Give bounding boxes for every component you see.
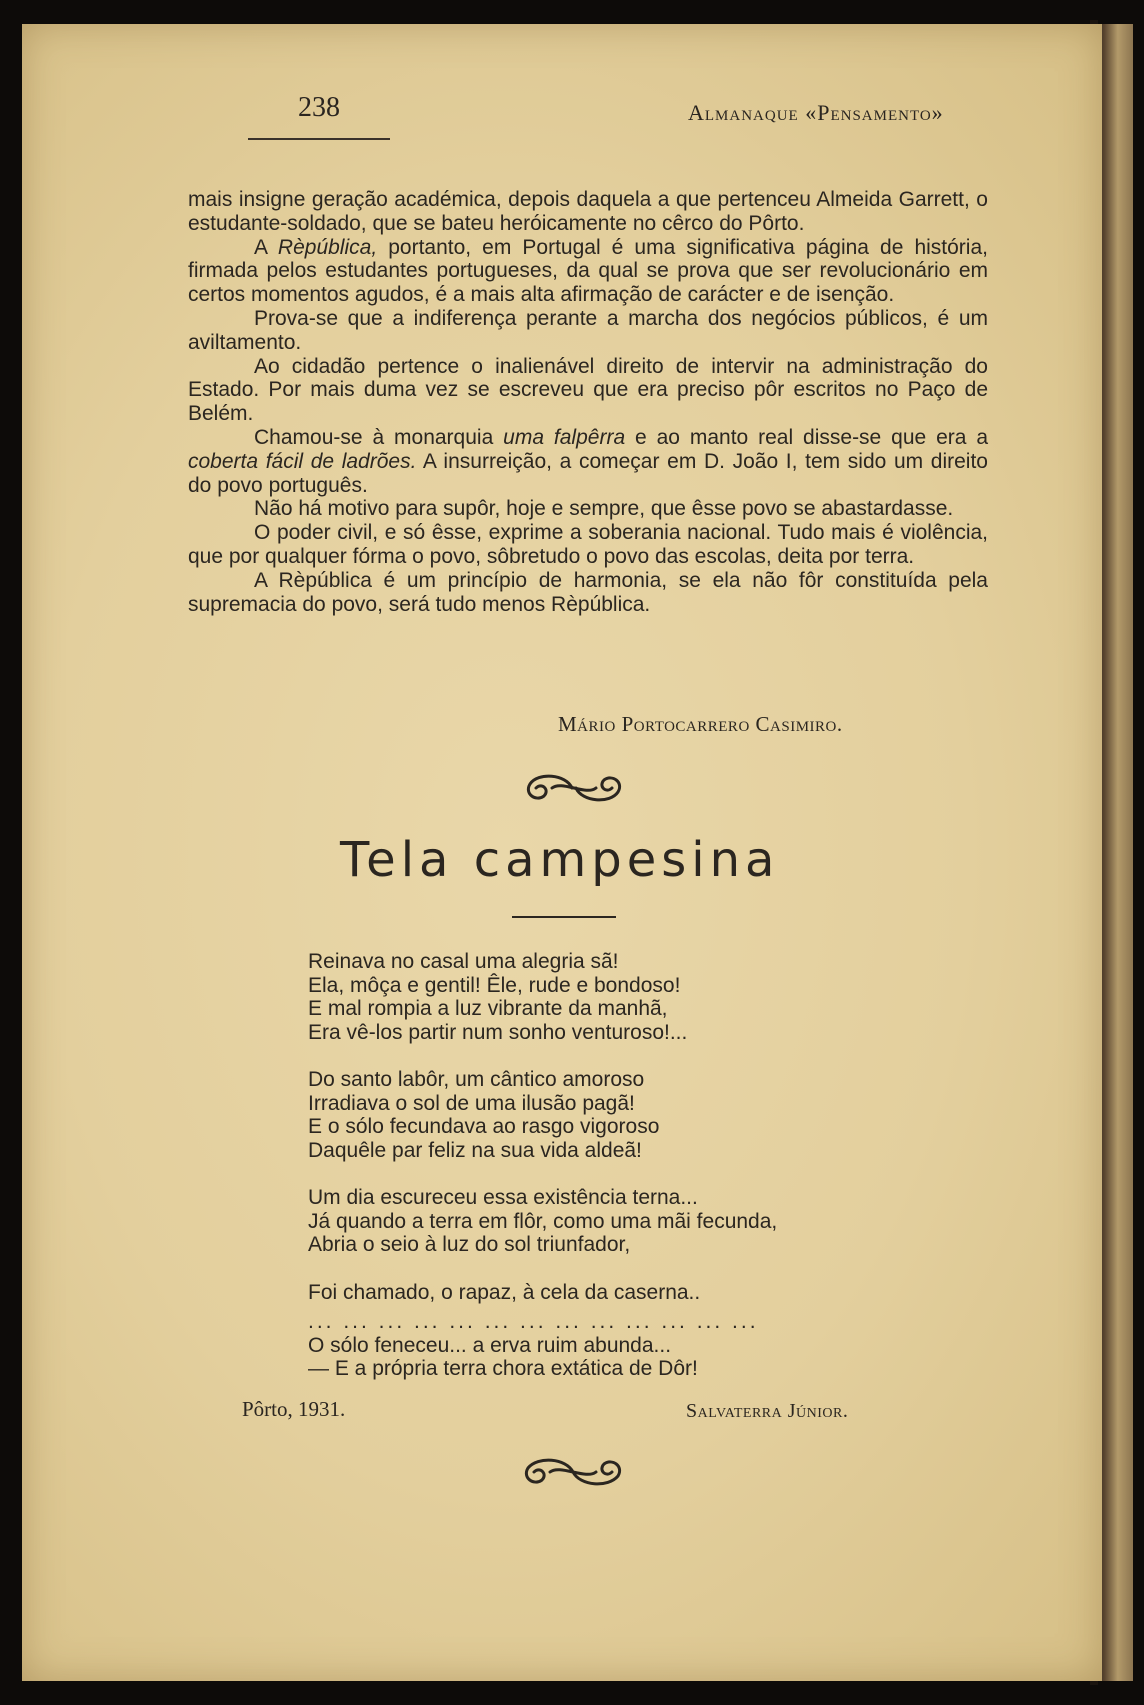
poem-line: Um dia escureceu essa existência terna... xyxy=(308,1186,698,1209)
essay-paragraph: Prova-se que a indiferença perante a marcha dos negócios públicos, é um aviltamento. xyxy=(188,306,988,354)
poem-line: Ela, môça e gentil! Êle, rude e bondoso! xyxy=(308,973,681,997)
scroll-ornament-icon xyxy=(522,770,626,811)
poem-ellipsis-line: ... ... ... ... ... ... ... ... ... ... ... ... ... xyxy=(308,1310,759,1333)
poem-line: E mal rompia a luz vibrante da manhã, xyxy=(308,997,668,1020)
page-number: 238 xyxy=(298,92,340,123)
scroll-ornament-icon xyxy=(518,1452,628,1495)
essay-paragraph: Não há motivo para supôr, hoje e sempre, que êsse povo se abastardasse. xyxy=(254,497,954,521)
poem-line: Abria o seio à luz do sol triunfador, xyxy=(308,1233,631,1256)
essay-text xyxy=(188,188,988,616)
poem-line: Já quando a terra em flôr, como uma mãi fecunda, xyxy=(308,1209,778,1233)
poem-stanza xyxy=(308,1281,868,1381)
essay-paragraph: mais insigne geração académica, depois daquela a que pertenceu Almeida Garrett, o estudante-soldado, que se bateu heróicamente no cêrco do Pôrto. xyxy=(188,188,988,235)
essay-paragraph: A Rèpública, portanto, em Portugal é uma significativa página de história, firmada pelos estudantes portugueses, da qual se prova que ser revolucionário em certos momentos agudos, é a mais alta afirmação de carácter e de isenção. xyxy=(188,235,988,307)
poem-line: Reinava no casal uma alegria sã! xyxy=(308,950,619,973)
poem-stanza xyxy=(308,950,868,1044)
poem-body xyxy=(308,950,868,1405)
poem-line: Do santo labôr, um cântico amoroso xyxy=(308,1068,645,1091)
essay-paragraph: Chamou-se à monarquia uma falpêrra e ao manto real disse-se que era a coberta fácil de ladrões. A insurreição, a começar em D. João I, tem sido um direito do povo português. xyxy=(188,425,989,497)
poem-line: Foi chamado, o rapaz, à cela da caserna.. xyxy=(308,1280,701,1304)
header-rule xyxy=(248,138,390,140)
poem-stanza xyxy=(308,1186,868,1257)
running-title: Almanaque «Pensamento» xyxy=(688,100,944,125)
poem-author: Salvaterra Júnior. xyxy=(686,1400,849,1422)
poem-line: E o sólo fecundava ao rasgo vigoroso xyxy=(308,1115,660,1138)
poem-line: — E a própria terra chora extática de Dôr! xyxy=(308,1357,698,1380)
poem-line: Daquêle par feliz na sua vida aldeã! xyxy=(308,1138,642,1162)
poem-title: Tela campesina xyxy=(340,832,780,888)
title-rule xyxy=(512,916,616,918)
essay-paragraph: Ao cidadão pertence o inalienável direito de intervir na administração do Estado. Por mais duma vez se escreveu que era preciso pôr escritos no Paço de Belém. xyxy=(188,354,988,426)
poem-stanza xyxy=(308,1068,868,1162)
place-date: Pôrto, 1931. xyxy=(242,1397,346,1421)
essay-signature: Mário Portocarrero Casimiro. xyxy=(558,712,843,736)
poem-line: O sólo feneceu... a erva ruim abunda... xyxy=(308,1333,672,1357)
poem-line: Era vê-los partir num sonho venturoso!... xyxy=(308,1020,688,1044)
essay-paragraph: A Rèpública é um princípio de harmonia, se ela não fôr constituída pela supremacia do povo, será tudo menos Rèpública. xyxy=(188,568,988,616)
essay-paragraph: O poder civil, e só êsse, exprime a soberania nacional. Tudo mais é violência, que por qualquer fórma o povo, sôbretudo o povo das escolas, deita por terra. xyxy=(188,521,988,568)
poem-line: Irradiava o sol de uma ilusão pagã! xyxy=(308,1091,635,1115)
